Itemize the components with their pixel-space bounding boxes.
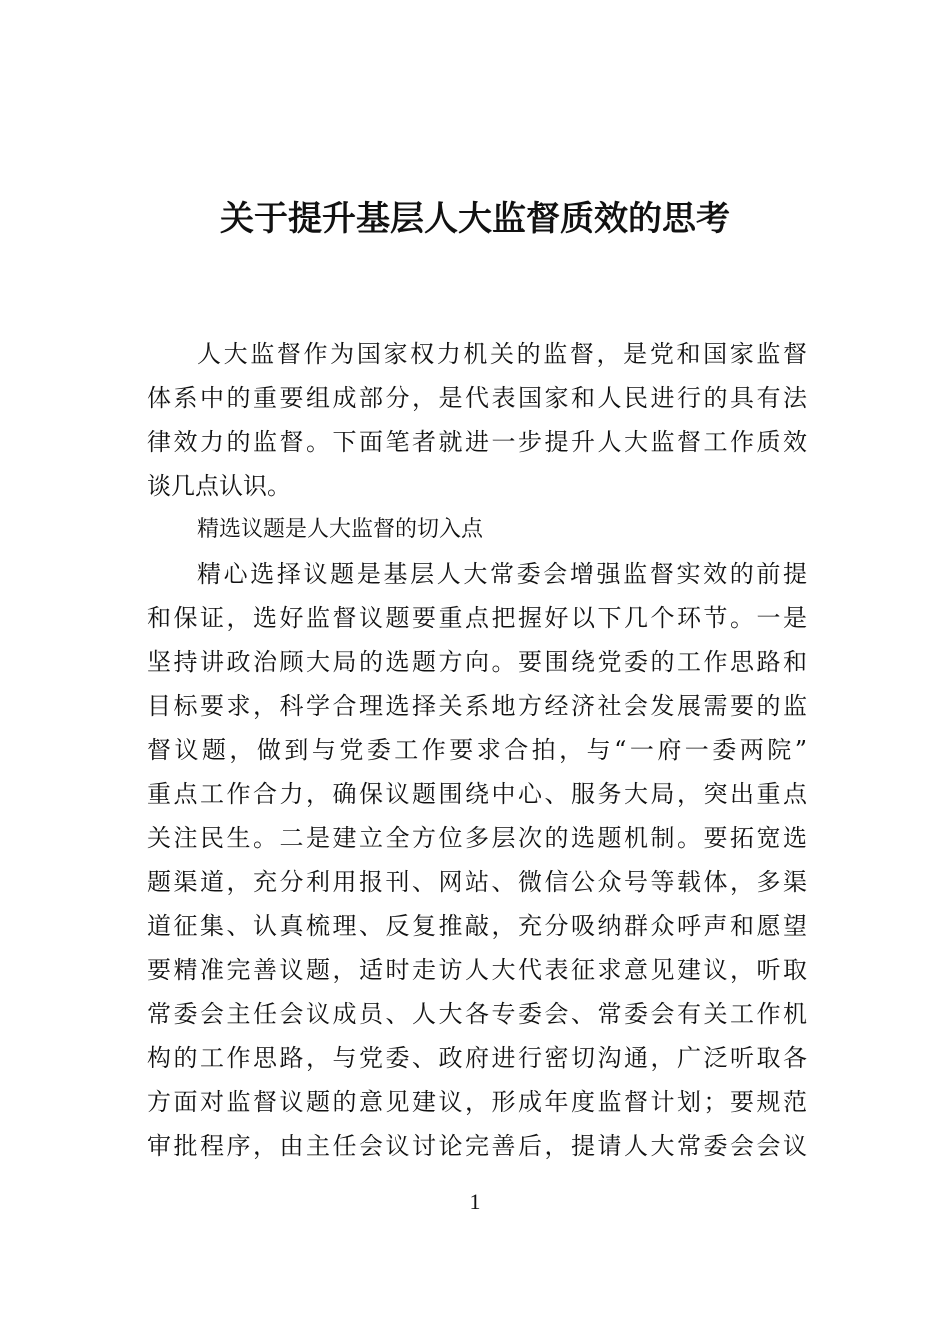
paragraph-line: 构的工作思路，与党委、政府进行密切沟通，广泛听取各 [147,1044,807,1072]
page-number: 1 [469,1189,481,1214]
paragraph-line: 督议题，做到与党委工作要求合拍，与“一府一委两院” [147,736,807,764]
paragraph-line: 体系中的重要组成部分，是代表国家和人民进行的具有法 [147,384,807,412]
paragraph-line: 谈几点认识。 [147,472,291,500]
paragraph-line: 关注民生。二是建立全方位多层次的选题机制。要拓宽选 [147,824,807,852]
section-heading: 精选议题是人大监督的切入点 [197,517,484,542]
paragraph-line: 目标要求，科学合理选择关系地方经济社会发展需要的监 [147,692,807,720]
paragraph-line: 方面对监督议题的意见建议，形成年度监督计划；要规范 [147,1088,807,1116]
document-title: 关于提升基层人大监督质效的思考 [220,199,730,239]
paragraph-line: 精心选择议题是基层人大常委会增强监督实效的前提 [197,560,807,588]
paragraph-line: 审批程序，由主任会议讨论完善后，提请人大常委会会议 [147,1132,807,1160]
paragraph-line: 人大监督作为国家权力机关的监督，是党和国家监督 [197,340,807,368]
paragraph-line: 常委会主任会议成员、人大各专委会、常委会有关工作机 [147,1000,807,1028]
paragraph-line: 坚持讲政治顾大局的选题方向。要围绕党委的工作思路和 [147,648,807,676]
document-body [147,332,807,1168]
paragraph-line: 律效力的监督。下面笔者就进一步提升人大监督工作质效 [147,428,807,456]
paragraph-line: 道征集、认真梳理、反复推敲，充分吸纳群众呼声和愿望 [147,912,807,940]
paragraph-line: 重点工作合力，确保议题围绕中心、服务大局，突出重点 [147,780,807,808]
paragraph-line: 题渠道，充分利用报刊、网站、微信公众号等载体，多渠 [147,868,807,896]
paragraph-line: 要精准完善议题，适时走访人大代表征求意见建议，听取 [147,956,807,984]
paragraph-line: 和保证，选好监督议题要重点把握好以下几个环节。一是 [147,604,807,632]
